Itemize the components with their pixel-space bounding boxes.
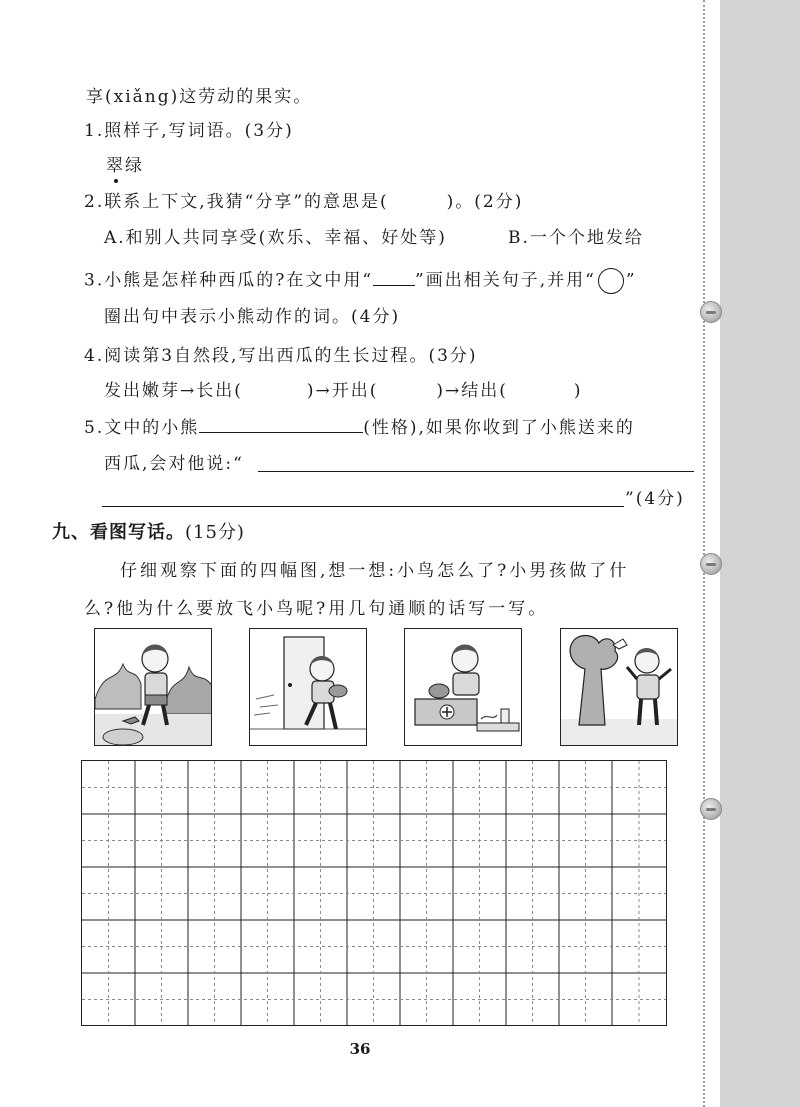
q4-step2: )→开出(	[306, 381, 379, 401]
picture-3-boy-treats-bird	[404, 628, 522, 746]
q3-underline-mark	[373, 269, 415, 286]
section9-points: (15分)	[185, 522, 245, 543]
q2-suffix: )。(2分)	[446, 192, 524, 212]
q2-question	[84, 191, 523, 213]
q4-label: 4.阅读第3自然段,写出西瓜的生长过程。(3分)	[84, 346, 478, 366]
q5-trait-blank[interactable]	[199, 416, 363, 433]
q1-label: 1.照样子,写词语。(3分)	[84, 121, 294, 141]
q3-part2: ”画出相关句子,并用“	[415, 270, 596, 291]
picture-4-boy-releases-bird	[560, 628, 678, 746]
q5-line1	[84, 416, 635, 439]
section9-heading	[52, 522, 245, 544]
q4-step1: 发出嫩芽→长出(	[104, 381, 243, 401]
q5-end: ”(4分)	[625, 489, 685, 509]
q2-option-a: A.和别人共同享受(欢乐、幸福、好处等)	[104, 228, 447, 248]
q5-part2: (性格),如果你收到了小熊送来的	[363, 418, 635, 438]
picture-1-boy-finds-bird	[94, 628, 212, 746]
intro-line: 享(xiǎng)这劳动的果实。	[86, 87, 313, 107]
page-number: 36	[349, 1040, 371, 1058]
q4-step3: )→结出(	[436, 381, 508, 401]
q2-option-b: B.一个个地发给	[508, 228, 644, 248]
writing-grid[interactable]	[81, 760, 667, 1026]
binding-hole-icon	[700, 301, 722, 323]
q1-example-char-dotted: 翠	[106, 156, 125, 176]
q1-example	[106, 155, 144, 177]
picture-2-boy-carries-bird-home	[249, 628, 367, 746]
q5-answer-line-2[interactable]	[102, 506, 624, 507]
section9-instr2: 么?他为什么要放飞小鸟呢?用几句通顺的话写一写。	[84, 599, 549, 619]
q5-line2: 西瓜,会对他说:“	[104, 454, 244, 474]
q5-answer-line-1[interactable]	[258, 471, 694, 472]
q3-part1: 3.小熊是怎样种西瓜的?在文中用“	[84, 270, 374, 291]
q4-step4: )	[573, 381, 583, 401]
q5-part1: 5.文中的小熊	[84, 418, 200, 438]
q3-part3: ”	[625, 270, 637, 291]
binding-hole-icon	[700, 798, 722, 820]
circle-mark-icon	[598, 268, 624, 294]
section9-instr1: 仔细观察下面的四幅图,想一想:小鸟怎么了?小男孩做了什	[120, 561, 630, 581]
binding-hole-icon	[700, 553, 722, 575]
q1-example-char: 绿	[125, 156, 144, 176]
section9-title: 九、看图写话。	[52, 522, 185, 543]
q2-prefix: 2.联系上下文,我猜“分享”的意思是(	[84, 192, 389, 212]
q3-line2: 圈出句中表示小熊动作的词。(4分)	[104, 307, 401, 327]
q4-sequence	[104, 380, 583, 402]
binding-margin	[720, 0, 800, 1107]
q3-line1	[84, 268, 637, 294]
